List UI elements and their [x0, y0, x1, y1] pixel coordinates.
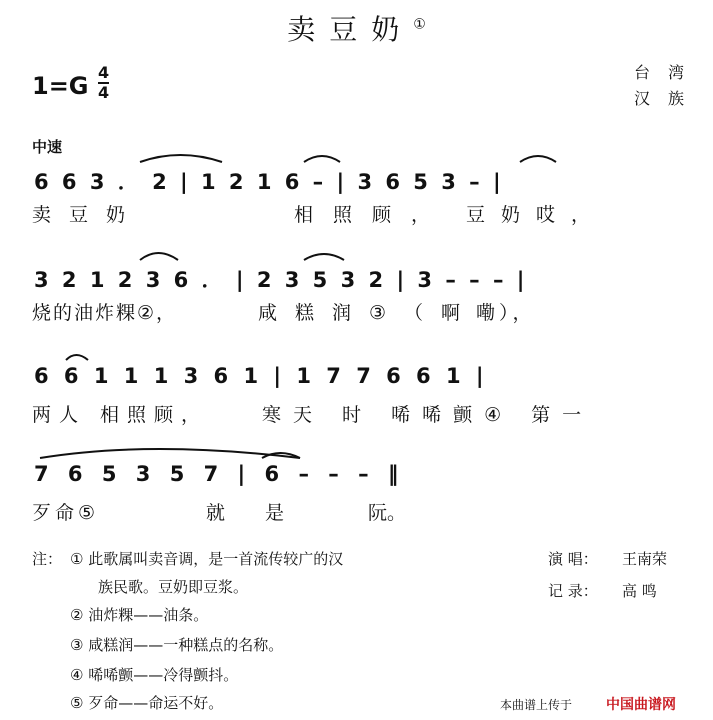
slur-1 [140, 155, 222, 162]
score-line-1-notes: 6 6 3 ． 2 | 1 2 1 6 – | 3 6 5 3 – | [34, 170, 501, 194]
score-line-2-lyric-1: 烧的油炸粿②， [32, 302, 178, 324]
watermark-site: 中国曲谱网 [606, 697, 676, 713]
credit-transcriber-role: 记 录： [548, 582, 598, 600]
score-line-4-lyric-3: 阮。 [368, 502, 407, 524]
annotation-1-cont: 族民歌。豆奶即豆浆。 [98, 578, 249, 596]
score-line-2-lyric-3: 嘞）， [476, 302, 536, 324]
slur-7 [40, 449, 300, 458]
credit-transcriber-name: 高 鸣 [622, 582, 657, 600]
title-footnote-mark: ① [413, 16, 426, 33]
credit-performer-role: 演 唱： [548, 550, 598, 568]
score-line-2-notes: 3 2 1 2 3 6 ． | 2 3 5 3 2 | 3 – – – | [34, 268, 525, 292]
slur-4 [140, 253, 178, 260]
score-line-3-lyric-2: 寒天 时 唏唏颤④ 第一 [262, 404, 594, 426]
score-line-4-lyric-1: 歹命⑤ [32, 502, 100, 524]
key-signature: 1=G [32, 72, 89, 100]
time-signature-top: 4 [98, 63, 110, 82]
score-line-3-notes: 6 6 1 1 1 3 6 1 | 1 7 7 6 6 1 | [34, 364, 484, 388]
title-text: 卖豆奶 [287, 13, 414, 46]
annotation-5: ⑤ 歹命——命运不好。 [70, 694, 224, 712]
score-line-1-lyric-3: 豆奶哎， [466, 204, 607, 226]
score-line-1-lyric-2: 相照顾， [294, 204, 451, 226]
origin-region: 台湾 [634, 63, 703, 82]
annotation-3: ③ 咸糕润——一种糕点的名称。 [70, 636, 284, 654]
annotation-1: ① 此歌属叫卖音调，是一首流传较广的汉 [70, 550, 344, 568]
notes-label: 注： [32, 550, 63, 568]
score-line-1-lyric-1: 卖豆奶 [32, 204, 144, 226]
score-line-2-lyric-2: 咸糕润③（啊 [258, 302, 479, 324]
annotation-4: ④ 唏唏颤——冷得颤抖。 [70, 666, 239, 684]
slur-group [40, 155, 556, 458]
slur-5 [304, 254, 344, 260]
origin-ethnicity: 汉族 [634, 89, 703, 108]
credit-performer-name: 王南荣 [622, 550, 668, 568]
slur-3 [520, 156, 556, 162]
slur-6 [66, 355, 88, 360]
score-line-4-notes: 7 6 5 3 5 7 | 6 – – – ‖ [34, 462, 399, 486]
watermark-text: 本曲谱上传于 [500, 698, 573, 712]
time-signature-bottom: 4 [98, 83, 110, 102]
slur-2 [304, 156, 340, 162]
annotation-2: ② 油炸粿——油条。 [70, 606, 209, 624]
tempo-marking: 中速 [32, 138, 63, 156]
score-line-3-lyric-1: 两人 相照顾， [32, 404, 209, 426]
score-line-4-lyric-2: 就是 [206, 502, 325, 524]
